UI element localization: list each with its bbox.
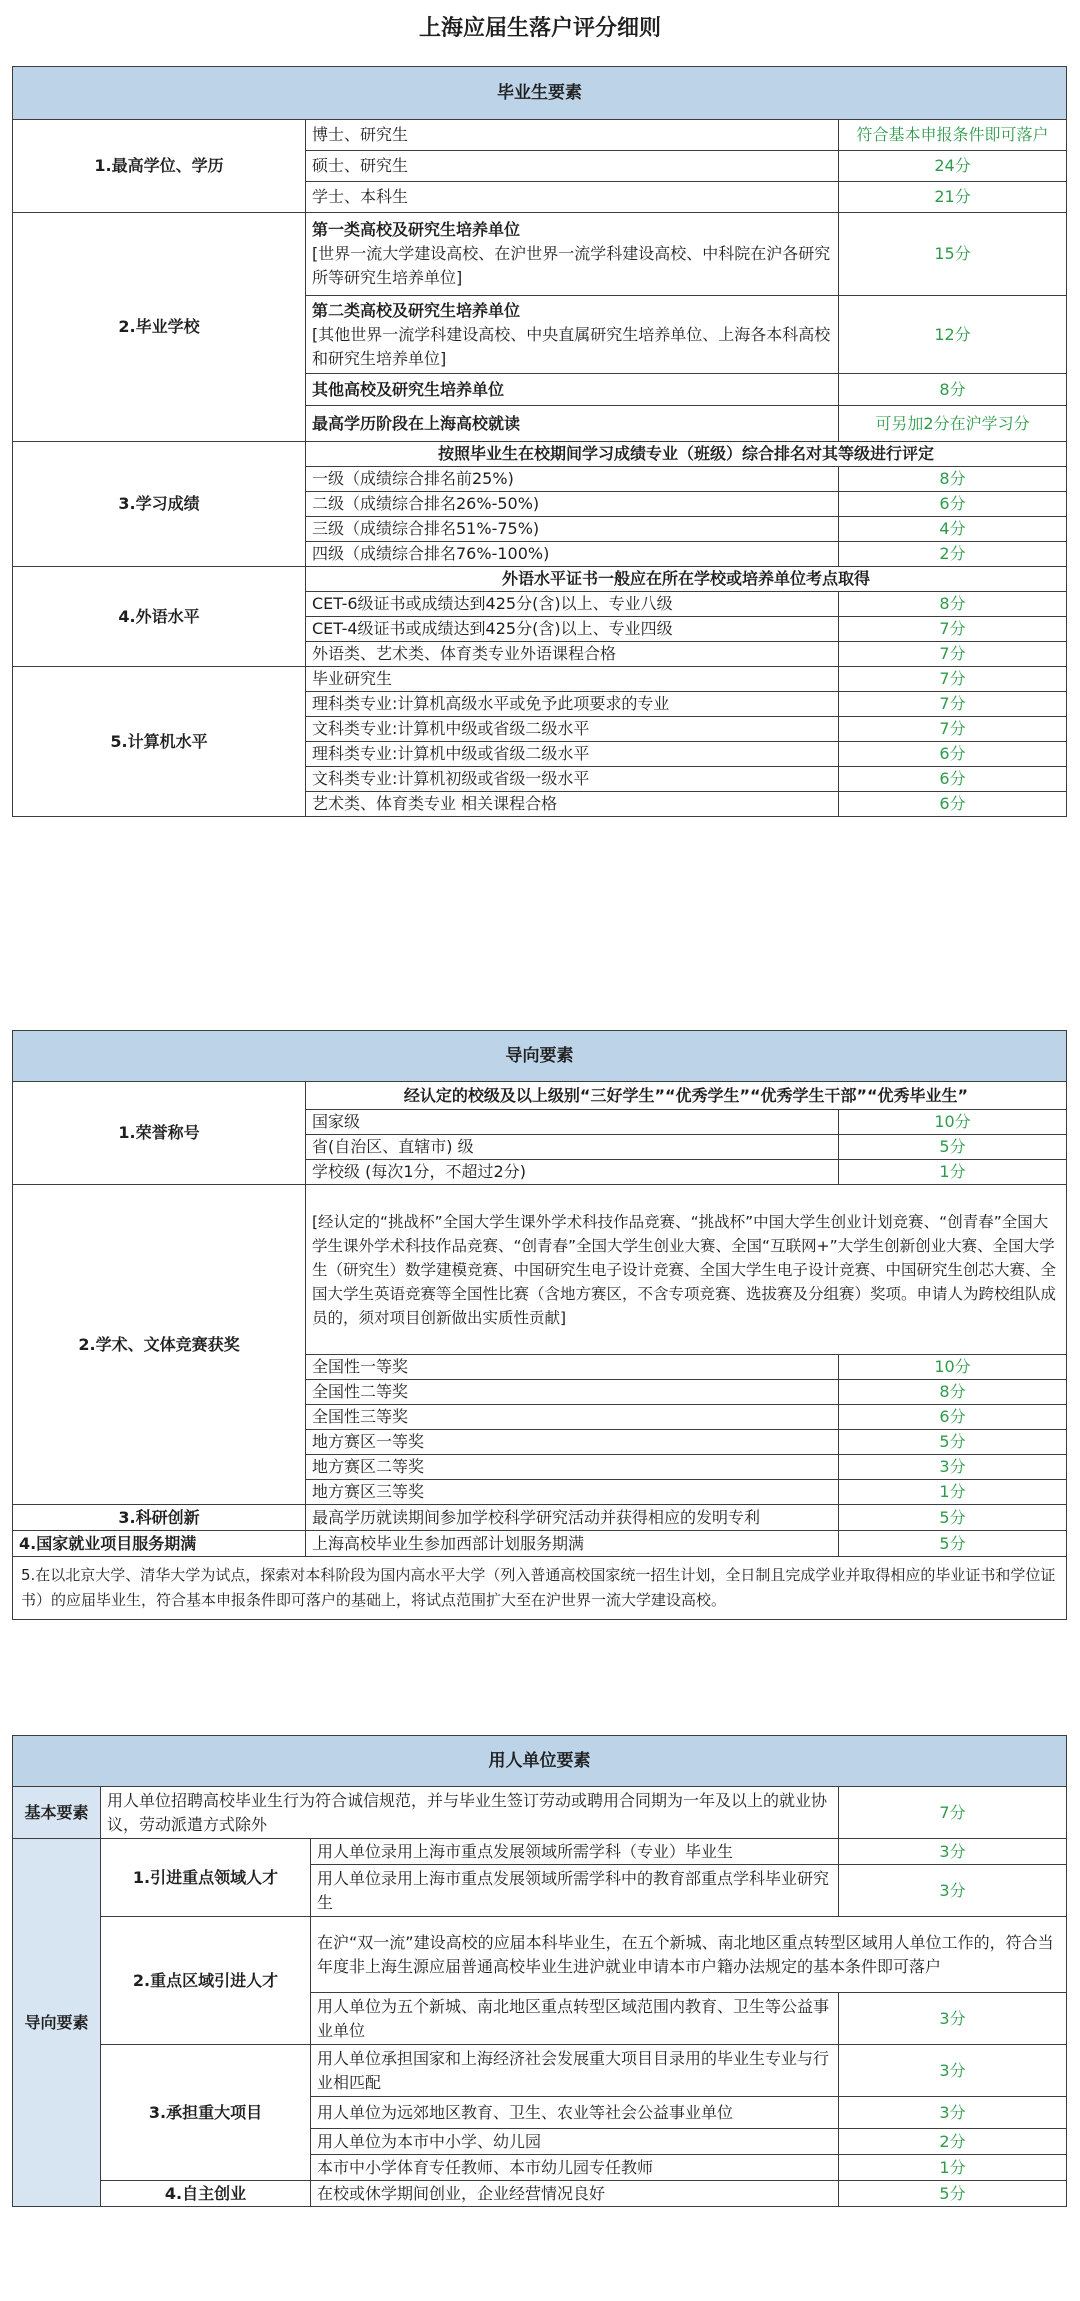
project-points: 1分 [839,2155,1067,2181]
basic-item: 用人单位招聘高校毕业生行为符合诚信规范，并与毕业生签订劳动或聘用合同期为一年及以上的就业协议，劳动派遣方式除外 [101,1787,839,1839]
school-item-head: 最高学历阶段在上海高校就读 [306,406,839,442]
project-points: 3分 [839,2045,1067,2097]
guide-table-wrap [12,1030,1066,1620]
contest-points: 3分 [839,1455,1067,1480]
language-item: CET-6级证书或成绩达到425分(含)以上、专业八级 [306,592,839,617]
computer-item: 理科类专业:计算机高级水平或免予此项要求的专业 [306,692,839,717]
computer-points: 7分 [839,692,1067,717]
contest-item: 地方赛区二等奖 [306,1455,839,1480]
language-category: 4.外语水平 [13,567,306,667]
honors-points: 1分 [839,1160,1067,1185]
school-item-head: 其他高校及研究生培养单位 [306,374,839,406]
computer-points: 6分 [839,742,1067,767]
startup-category: 4.自主创业 [101,2181,311,2207]
contest-item: 全国性三等奖 [306,1405,839,1430]
school-points: 8分 [839,374,1067,406]
computer-points: 6分 [839,792,1067,817]
project-item: 本市中小学体育专任教师、本市幼儿园专任教师 [311,2155,839,2181]
grades-points: 6分 [839,492,1067,517]
language-points: 8分 [839,592,1067,617]
computer-points: 6分 [839,767,1067,792]
employer-table [12,1735,1067,2207]
region-category: 2.重点区域引进人才 [101,1917,311,2045]
computer-item: 艺术类、体育类专业 相关课程合格 [306,792,839,817]
school-item-detail: [其他世界一流学科建设高校、中央直属研究生培养单位、上海各本科高校和研究生培养单位] [312,324,831,368]
service-category: 4.国家就业项目服务期满 [13,1531,306,1557]
language-item: 外语类、艺术类、体育类专业外语课程合格 [306,642,839,667]
school-points: 15分 [839,213,1067,296]
contest-points: 1分 [839,1480,1067,1505]
contest-item: 全国性一等奖 [306,1355,839,1380]
degree-points: 符合基本申报条件即可落户 [839,120,1067,151]
project-points: 2分 [839,2129,1067,2155]
honors-points: 10分 [839,1110,1067,1135]
school-points: 可另加2分在沪学习分 [839,406,1067,442]
page-title: 上海应届生落户评分细则 [418,16,661,41]
project-item: 用人单位为本市中小学、幼儿园 [311,2129,839,2155]
startup-points: 5分 [839,2181,1067,2207]
school-item [306,213,839,296]
degree-points: 21分 [839,182,1067,213]
startup-item: 在校或休学期间创业，企业经营情况良好 [311,2181,839,2207]
service-item: 上海高校毕业生参加西部计划服务期满 [306,1531,839,1557]
region-item: 在沪“双一流”建设高校的应届本科毕业生，在五个新城、南北地区重点转型区域用人单位工作的，符合当年度非上海生源应届普通高校毕业生进沪就业申请本市户籍办法规定的基本条件即可落户 [311,1917,1067,1993]
employer-section-header: 用人单位要素 [13,1736,1067,1787]
honors-item: 学校级 (每次1分，不超过2分) [306,1160,839,1185]
honors-category: 1.荣誉称号 [13,1082,306,1185]
contest-points: 5分 [839,1430,1067,1455]
language-item: CET-4级证书或成绩达到425分(含)以上、专业四级 [306,617,839,642]
grades-item: 一级（成绩综合排名前25%) [306,467,839,492]
pilot-note: 5.在以北京大学、清华大学为试点，探索对本科阶段为国内高水平大学（列入普通高校国家统一招生计划，全日制且完成学业并取得相应的毕业证书和学位证书）的应届毕业生，符合基本申报条件即可落户的基础上，将试点范围扩大至在沪世界一流大学建设高校。 [13,1557,1067,1620]
computer-points: 7分 [839,667,1067,692]
degree-item: 学士、本科生 [306,182,839,213]
honors-subheader: 经认定的校级及以上级别“三好学生”“优秀学生”“优秀学生干部”“优秀毕业生” [306,1082,1067,1110]
talent-category: 1.引进重点领域人才 [101,1839,311,1917]
region-item: 用人单位为五个新城、南北地区重点转型区域范围内教育、卫生等公益事业单位 [311,1993,839,2045]
talent-points: 3分 [839,1839,1067,1865]
school-category: 2.毕业学校 [13,213,306,442]
service-points: 5分 [839,1531,1067,1557]
computer-item: 文科类专业:计算机初级或省级一级水平 [306,767,839,792]
degree-points: 24分 [839,151,1067,182]
research-category: 3.科研创新 [13,1505,306,1531]
language-points: 7分 [839,642,1067,667]
honors-item: 国家级 [306,1110,839,1135]
guide-section-header: 导向要素 [13,1031,1067,1082]
research-item: 最高学历就读期间参加学校科学研究活动并获得相应的发明专利 [306,1505,839,1531]
computer-item: 毕业研究生 [306,667,839,692]
basic-category: 基本要素 [13,1787,101,1839]
grades-category: 3.学习成绩 [13,442,306,567]
project-points: 3分 [839,2097,1067,2129]
graduate-section-header: 毕业生要素 [13,67,1067,120]
degree-category: 1.最高学位、学历 [13,120,306,213]
honors-points: 5分 [839,1135,1067,1160]
contest-item: 地方赛区一等奖 [306,1430,839,1455]
contest-points: 10分 [839,1355,1067,1380]
computer-points: 7分 [839,717,1067,742]
contest-item: 全国性二等奖 [306,1380,839,1405]
grades-item: 二级（成绩综合排名26%-50%) [306,492,839,517]
contest-points: 6分 [839,1405,1067,1430]
language-subheader: 外语水平证书一般应在所在学校或培养单位考点取得 [306,567,1067,592]
project-item: 用人单位承担国家和上海经济社会发展重大项目目录用的毕业生专业与行业相匹配 [311,2045,839,2097]
grades-points: 8分 [839,467,1067,492]
project-category: 3.承担重大项目 [101,2045,311,2181]
grades-item: 三级（成绩综合排名51%-75%) [306,517,839,542]
contest-item: 地方赛区三等奖 [306,1480,839,1505]
region-points: 3分 [839,1993,1067,2045]
guide-table [12,1030,1067,1620]
degree-item: 博士、研究生 [306,120,839,151]
school-item-head: 第二类高校及研究生培养单位 [312,300,521,320]
project-item: 用人单位为远郊地区教育、卫生、农业等社会公益事业单位 [311,2097,839,2129]
research-points: 5分 [839,1505,1067,1531]
grades-points: 2分 [839,542,1067,567]
grades-points: 4分 [839,517,1067,542]
graduate-table [12,66,1067,817]
school-points: 12分 [839,296,1067,374]
talent-item: 用人单位录用上海市重点发展领域所需学科中的教育部重点学科毕业研究生 [311,1865,839,1917]
honors-item: 省(自治区、直辖市) 级 [306,1135,839,1160]
grades-subheader: 按照毕业生在校期间学习成绩专业（班级）综合排名对其等级进行评定 [306,442,1067,467]
school-item [306,296,839,374]
computer-category: 5.计算机水平 [13,667,306,817]
graduate-table-wrap [12,66,1066,817]
language-points: 7分 [839,617,1067,642]
degree-item: 硕士、研究生 [306,151,839,182]
school-item-detail: [世界一流大学建设高校、在沪世界一流学科建设高校、中科院在沪各研究所等研究生培养单位] [312,244,831,287]
contest-category: 2.学术、文体竞赛获奖 [13,1185,306,1505]
contest-points: 8分 [839,1380,1067,1405]
grades-item: 四级（成绩综合排名76%-100%) [306,542,839,567]
talent-item: 用人单位录用上海市重点发展领域所需学科（专业）毕业生 [311,1839,839,1865]
basic-points: 7分 [839,1787,1067,1839]
employer-guide-category: 导向要素 [13,1839,101,2207]
talent-points: 3分 [839,1865,1067,1917]
school-item-head: 第一类高校及研究生培养单位 [312,220,521,239]
computer-item: 理科类专业:计算机中级或省级二级水平 [306,742,839,767]
contest-description: [经认定的“挑战杯”全国大学生课外学术科技作品竞赛、“挑战杯”中国大学生创业计划竞赛、“创青春”全国大学生课外学术科技作品竞赛、“创青春”全国大学生创业大赛、全国“互联网+”大学生创新创业大赛、全国大学生（研究生）数学建模竞赛、中国研究生电子设计竞赛、全国大学生电子设计竞赛、中国研究生创芯大赛、全国大学生英语竞赛等全国性比赛（含地方赛区，不含专项竞赛、选拔赛及分组赛）奖项。申请人为跨校组队成员的，须对项目创新做出实质性贡献] [306,1185,1067,1355]
employer-table-wrap [12,1735,1066,2207]
computer-item: 文科类专业:计算机中级或省级二级水平 [306,717,839,742]
